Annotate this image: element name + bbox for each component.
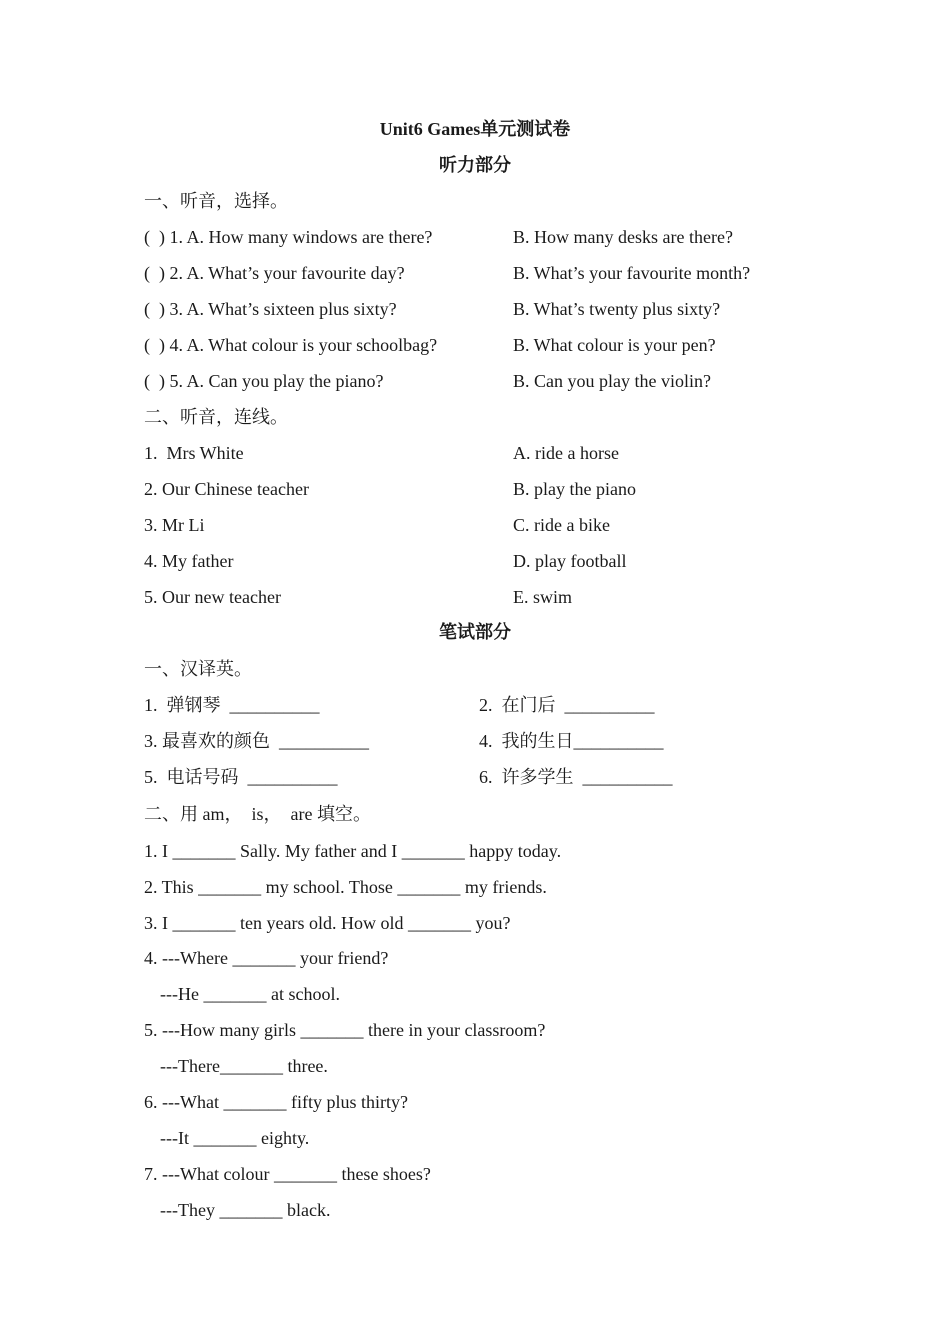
listening-q1-option-a: ( ) 1. A. How many windows are there? — [144, 227, 433, 247]
page-title: Unit6 Games单元测试卷 — [379, 119, 571, 139]
translation-item: 1. 弹钢琴 __________ — [144, 695, 320, 715]
match-left-item: 1. Mrs White — [144, 443, 244, 463]
match-right-item: B. play the piano — [513, 479, 636, 499]
fill-blank-line: 1. I _______ Sally. My father and I _______ happy today. — [144, 841, 562, 861]
fill-blank-line: 4. ---Where _______ your friend? — [144, 948, 389, 968]
listening-q1-option-b: B. How many desks are there? — [513, 227, 733, 247]
translation-item: 2. 在门后 __________ — [479, 695, 655, 715]
match-right-item: D. play football — [513, 551, 627, 571]
listening-q3-option-b: B. What’s twenty plus sixty? — [513, 299, 721, 319]
fill-blank-line: 2. This _______ my school. Those _______ my friends. — [144, 877, 547, 897]
translation-item: 6. 许多学生 __________ — [479, 767, 673, 787]
fill-blank-line: ---They _______ black. — [160, 1200, 331, 1220]
listening-q5-option-b: B. Can you play the violin? — [513, 371, 711, 391]
match-right-item: C. ride a bike — [513, 515, 610, 535]
match-right-item: E. swim — [513, 587, 573, 607]
listening-q4-option-a: ( ) 4. A. What colour is your schoolbag? — [144, 335, 438, 355]
translation-item: 3. 最喜欢的颜色 __________ — [144, 731, 369, 751]
match-left-item: 4. My father — [144, 551, 234, 571]
listening-part2-heading: 二、听音，连线。 — [144, 407, 288, 427]
listening-q5-option-a: ( ) 5. A. Can you play the piano? — [144, 371, 384, 391]
fill-blank-line: ---He _______ at school. — [160, 984, 340, 1004]
listening-q4-option-b: B. What colour is your pen? — [513, 335, 716, 355]
writing-part1-heading: 一、汉译英。 — [144, 659, 252, 679]
listening-q2-option-a: ( ) 2. A. What’s your favourite day? — [144, 263, 405, 283]
fill-blank-line: 3. I _______ ten years old. How old _______ you? — [144, 913, 511, 933]
fill-blank-line: 7. ---What colour _______ these shoes? — [144, 1164, 431, 1184]
listening-part1-heading: 一、听音，选择。 — [144, 191, 288, 211]
writing-section-heading: 笔试部分 — [439, 622, 511, 642]
match-right-item: A. ride a horse — [513, 443, 619, 463]
listening-q3-option-a: ( ) 3. A. What’s sixteen plus sixty? — [144, 299, 397, 319]
fill-blank-line: ---There_______ three. — [160, 1056, 328, 1076]
fill-blank-line: ---It _______ eighty. — [160, 1128, 310, 1148]
match-left-item: 3. Mr Li — [144, 515, 205, 535]
match-left-item: 2. Our Chinese teacher — [144, 479, 309, 499]
listening-q2-option-b: B. What’s your favourite month? — [513, 263, 751, 283]
translation-item: 4. 我的生日__________ — [479, 731, 664, 751]
match-left-item: 5. Our new teacher — [144, 587, 281, 607]
fill-blank-line: 5. ---How many girls _______ there in your classroom? — [144, 1020, 546, 1040]
fill-blank-line: 6. ---What _______ fifty plus thirty? — [144, 1092, 408, 1112]
translation-item: 5. 电话号码 __________ — [144, 767, 338, 787]
writing-part2-heading: 二、用 am， is， are 填空。 — [144, 804, 371, 824]
listening-section-heading: 听力部分 — [439, 155, 511, 175]
